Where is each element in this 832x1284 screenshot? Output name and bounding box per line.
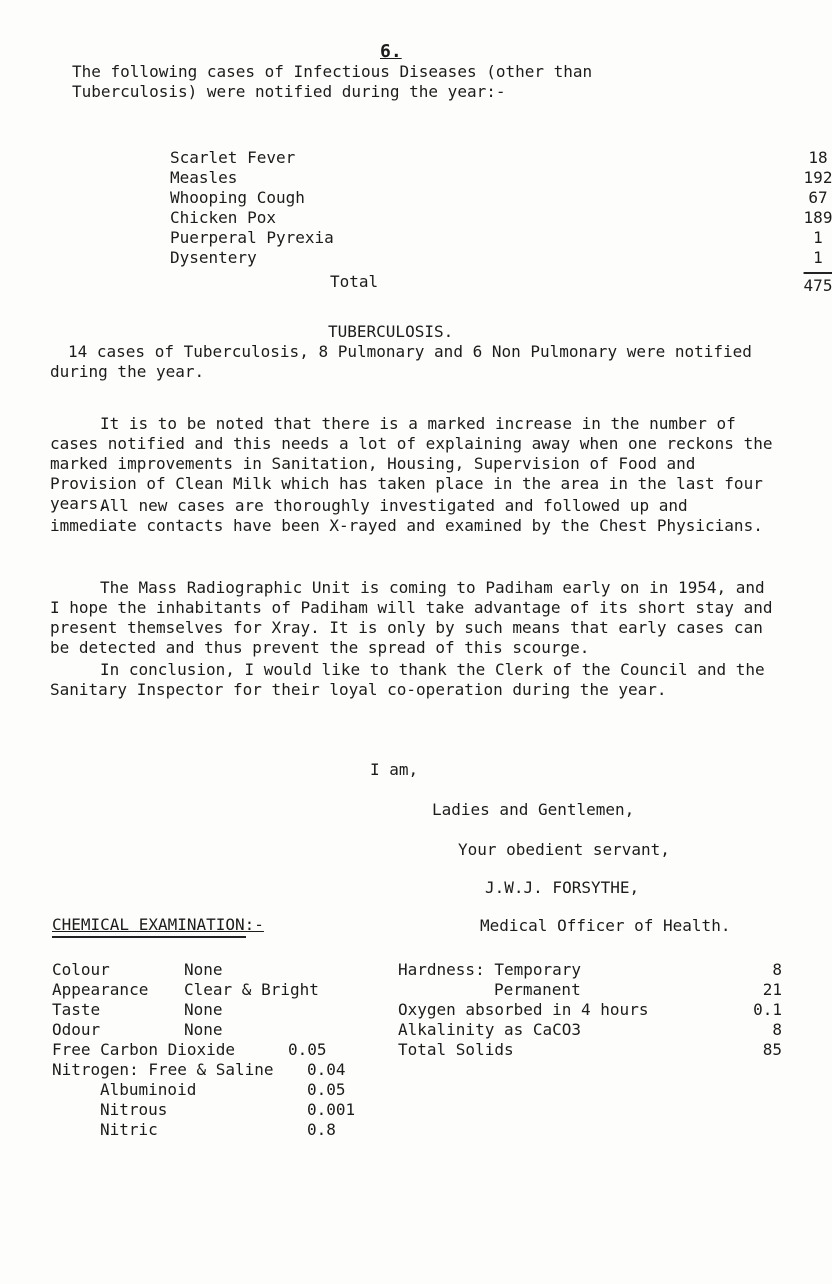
row-value: 21 xyxy=(762,980,782,999)
disease-row xyxy=(170,248,823,268)
table-row xyxy=(52,980,392,1000)
paragraph: It is to be noted that there is a marked increase in the number of cases notified and this needs a lot of explaining away when one reckons the marked improvements in Sanitation, Housing, Supervision of Food and Provision of Clean Milk which has taken place in the area in the last four years. xyxy=(50,414,773,513)
disease-count: 67 xyxy=(808,188,828,207)
row-label: Nitric xyxy=(100,1120,158,1139)
row-value: None xyxy=(184,960,223,979)
row-value: 8 xyxy=(772,1020,782,1039)
row-value: 85 xyxy=(762,1040,782,1059)
row-label: Permanent xyxy=(494,980,581,999)
disease-count: 1 xyxy=(813,248,823,267)
row-label: Colour xyxy=(52,960,110,979)
row-label: Alkalinity as CaCO3 xyxy=(398,1020,582,1039)
disease-name: Scarlet Fever xyxy=(170,148,296,167)
row-label: Appearance xyxy=(52,980,149,999)
table-row xyxy=(52,1120,392,1140)
signoff-line: I am, xyxy=(370,760,419,779)
row-label: Oxygen absorbed in 4 hours xyxy=(398,1000,649,1019)
row-label: Free Carbon Dioxide xyxy=(52,1040,236,1059)
signoff-line: Ladies and Gentlemen, xyxy=(432,800,635,819)
chemical-right-table xyxy=(398,960,782,1060)
divider xyxy=(52,936,246,938)
row-value: 0.001 xyxy=(307,1100,356,1119)
signoff-signature: J.W.J. FORSYTHE, xyxy=(485,878,640,897)
row-label: Odour xyxy=(52,1020,101,1039)
row-label: Taste xyxy=(52,1000,101,1019)
total-count: 475 xyxy=(804,272,832,296)
disease-row xyxy=(170,168,832,188)
row-value: 0.05 xyxy=(288,1040,327,1059)
table-row xyxy=(398,1020,782,1040)
table-row xyxy=(398,1040,782,1060)
paragraph: All new cases are thoroughly investigated and followed up and immediate contacts have been X-rayed and examined by the Chest Physicians. xyxy=(50,496,763,535)
row-value: 0.8 xyxy=(307,1120,336,1139)
row-value: 0.04 xyxy=(307,1060,346,1079)
disease-name: Dysentery xyxy=(170,248,257,267)
row-value: 0.05 xyxy=(307,1080,346,1099)
table-row xyxy=(52,960,392,980)
page-number: 6. xyxy=(380,41,402,62)
table-row xyxy=(398,980,782,1000)
chemical-left-table xyxy=(52,960,392,1140)
row-label: Total Solids xyxy=(398,1040,514,1059)
total-label: Total xyxy=(330,272,379,291)
row-value: 8 xyxy=(772,960,782,979)
section-heading: TUBERCULOSIS. xyxy=(328,322,454,341)
disease-name: Chicken Pox xyxy=(170,208,276,227)
signoff-title: Medical Officer of Health. xyxy=(480,916,731,935)
disease-name: Puerperal Pyrexia xyxy=(170,228,334,247)
table-row xyxy=(52,1100,392,1120)
disease-count: 192 xyxy=(803,168,832,187)
table-row xyxy=(52,1060,392,1080)
disease-count: 1 xyxy=(813,228,823,247)
disease-count: 189 xyxy=(803,208,832,227)
intro-text: The following cases of Infectious Diseases (other than Tuberculosis) were notified during the year:- xyxy=(72,62,593,101)
disease-count: 18 xyxy=(808,148,828,167)
disease-table xyxy=(170,148,832,296)
row-label: Nitrous xyxy=(100,1100,168,1119)
table-row xyxy=(398,960,782,980)
disease-name: Measles xyxy=(170,168,238,187)
table-row xyxy=(398,1000,782,1020)
chemical-heading: CHEMICAL EXAMINATION:- xyxy=(52,915,264,934)
table-row xyxy=(52,1040,392,1060)
disease-row xyxy=(170,228,823,248)
table-row xyxy=(52,1000,392,1020)
disease-row xyxy=(170,208,832,228)
disease-row xyxy=(170,188,828,208)
row-value: 0.1 xyxy=(753,1000,782,1019)
disease-row xyxy=(170,148,828,168)
row-label: Nitrogen: Free & Saline xyxy=(52,1060,274,1079)
signoff-line: Your obedient servant, xyxy=(458,840,670,859)
disease-name: Whooping Cough xyxy=(170,188,305,207)
total-row xyxy=(170,272,832,296)
row-value: None xyxy=(184,1000,223,1019)
row-label: Albuminoid xyxy=(100,1080,197,1099)
paragraph: In conclusion, I would like to thank the Clerk of the Council and the Sanitary Inspector for their loyal co-operation during the year. xyxy=(50,660,765,699)
row-label: Hardness: Temporary xyxy=(398,960,582,979)
paragraph: 14 cases of Tuberculosis, 8 Pulmonary and 6 Non Pulmonary were notified during the year. xyxy=(50,342,752,381)
table-row xyxy=(52,1080,392,1100)
table-row xyxy=(52,1020,392,1040)
row-value: Clear & Bright xyxy=(184,980,319,999)
row-value: None xyxy=(184,1020,223,1039)
paragraph: The Mass Radiographic Unit is coming to Padiham early on in 1954, and I hope the inhabitants of Padiham will take advantage of its short stay and present themselves for Xray. It is only by such means that early cases can be detected and thus prevent the spread of this scourge. xyxy=(50,578,773,657)
